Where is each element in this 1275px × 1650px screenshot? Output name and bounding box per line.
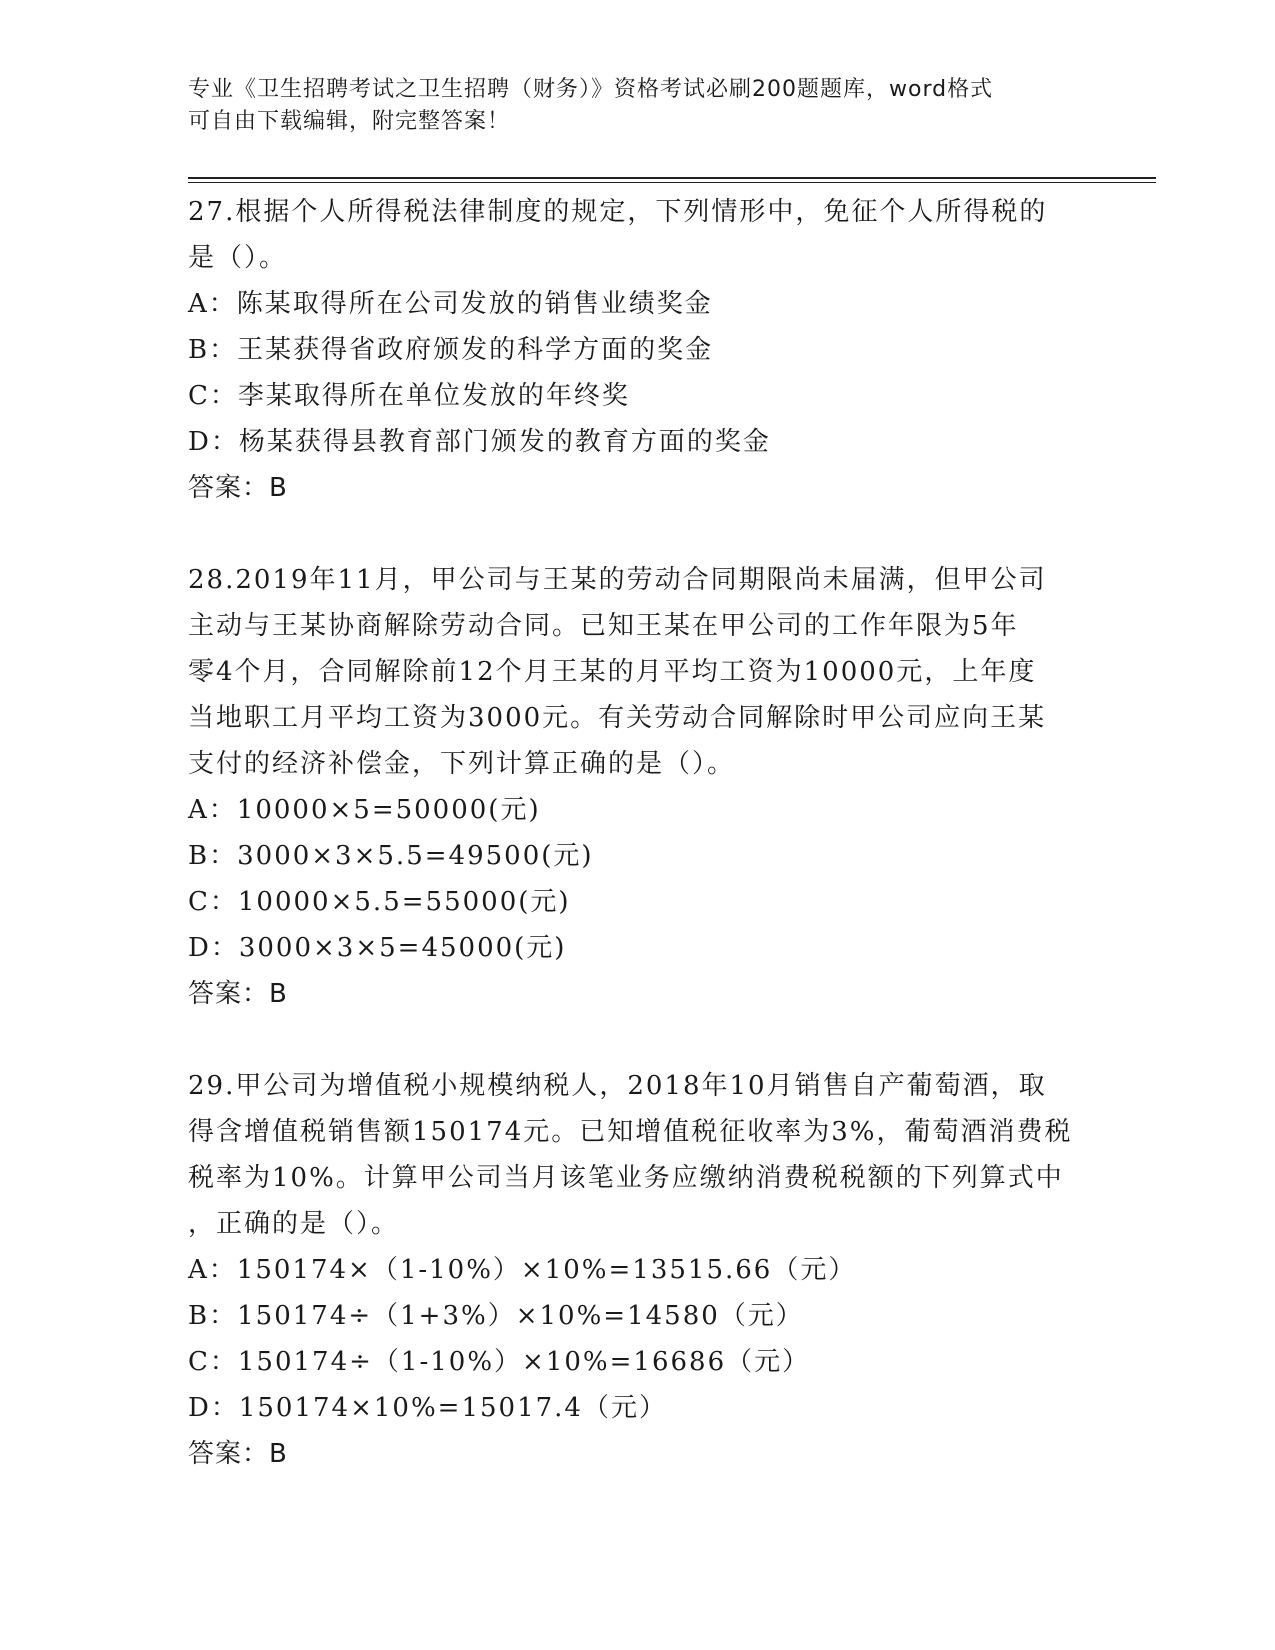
option-d: D：150174×10%=15017.4（元） <box>188 1393 667 1423</box>
question-list <box>188 189 1088 1477</box>
question-stem-line: 税率为10%。计算甲公司当月该笔业务应缴纳消费税税额的下列算式中 <box>188 1163 1064 1193</box>
question-stem-line: 29.甲公司为增值税小规模纳税人，2018年10月销售自产葡萄酒，取 <box>188 1071 1047 1101</box>
question-stem-line: 主动与王某协商解除劳动合同。已知王某在甲公司的工作年限为5年 <box>188 611 1019 641</box>
question-stem-line: 零4个月，合同解除前12个月王某的月平均工资为10000元，上年度 <box>188 657 1037 687</box>
answer-line: 答案：B <box>188 979 288 1009</box>
question-stem-line: 当地职工月平均工资为3000元。有关劳动合同解除时甲公司应向王某 <box>188 703 1047 733</box>
question-stem-line: ，正确的是（）。 <box>188 1209 400 1239</box>
option-a: A：150174×（1-10%）×10%=13515.66（元） <box>188 1255 857 1285</box>
answer-line: 答案：B <box>188 1439 288 1469</box>
document-header <box>188 74 1088 138</box>
option-b: B：150174÷（1+3%）×10%=14580（元） <box>188 1301 804 1331</box>
header-line-1: 专业《卫生招聘考试之卫生招聘（财务）》资格考试必刷200题题库，word格式 <box>188 77 994 102</box>
question-29 <box>188 1063 1088 1477</box>
option-c: C：150174÷（1-10%）×10%=16686（元） <box>188 1347 811 1377</box>
question-stem-line: 28.2019年11月，甲公司与王某的劳动合同期限尚未届满，但甲公司 <box>188 565 1047 595</box>
header-divider-thin <box>188 182 1156 183</box>
question-27 <box>188 189 1088 511</box>
question-spacer <box>188 1017 1088 1063</box>
option-d: D：3000×3×5=45000(元) <box>188 933 567 963</box>
header-divider-thick <box>188 177 1156 179</box>
question-stem-line: 是（）。 <box>188 243 288 273</box>
option-d: D：杨某获得县教育部门颁发的教育方面的奖金 <box>188 427 771 457</box>
question-stem-line: 支付的经济补偿金，下列计算正确的是（）。 <box>188 749 736 779</box>
answer-line: 答案：B <box>188 473 288 503</box>
header-line-2: 可自由下载编辑，附完整答案！ <box>188 109 511 134</box>
question-spacer <box>188 511 1088 557</box>
question-28 <box>188 557 1088 1017</box>
option-b: B：王某获得省政府颁发的科学方面的奖金 <box>188 335 714 365</box>
option-a: A：陈某取得所在公司发放的销售业绩奖金 <box>188 289 713 319</box>
option-a: A：10000×5=50000(元) <box>188 795 541 825</box>
option-c: C：李某取得所在单位发放的年终奖 <box>188 381 630 411</box>
option-c: C：10000×5.5=55000(元) <box>188 887 571 917</box>
option-b: B：3000×3×5.5=49500(元) <box>188 841 594 871</box>
question-stem-line: 得含增值税销售额150174元。已知增值税征收率为3%，葡萄酒消费税 <box>188 1117 1073 1147</box>
question-stem-line: 27.根据个人所得税法律制度的规定，下列情形中，免征个人所得税的 <box>188 197 1048 227</box>
